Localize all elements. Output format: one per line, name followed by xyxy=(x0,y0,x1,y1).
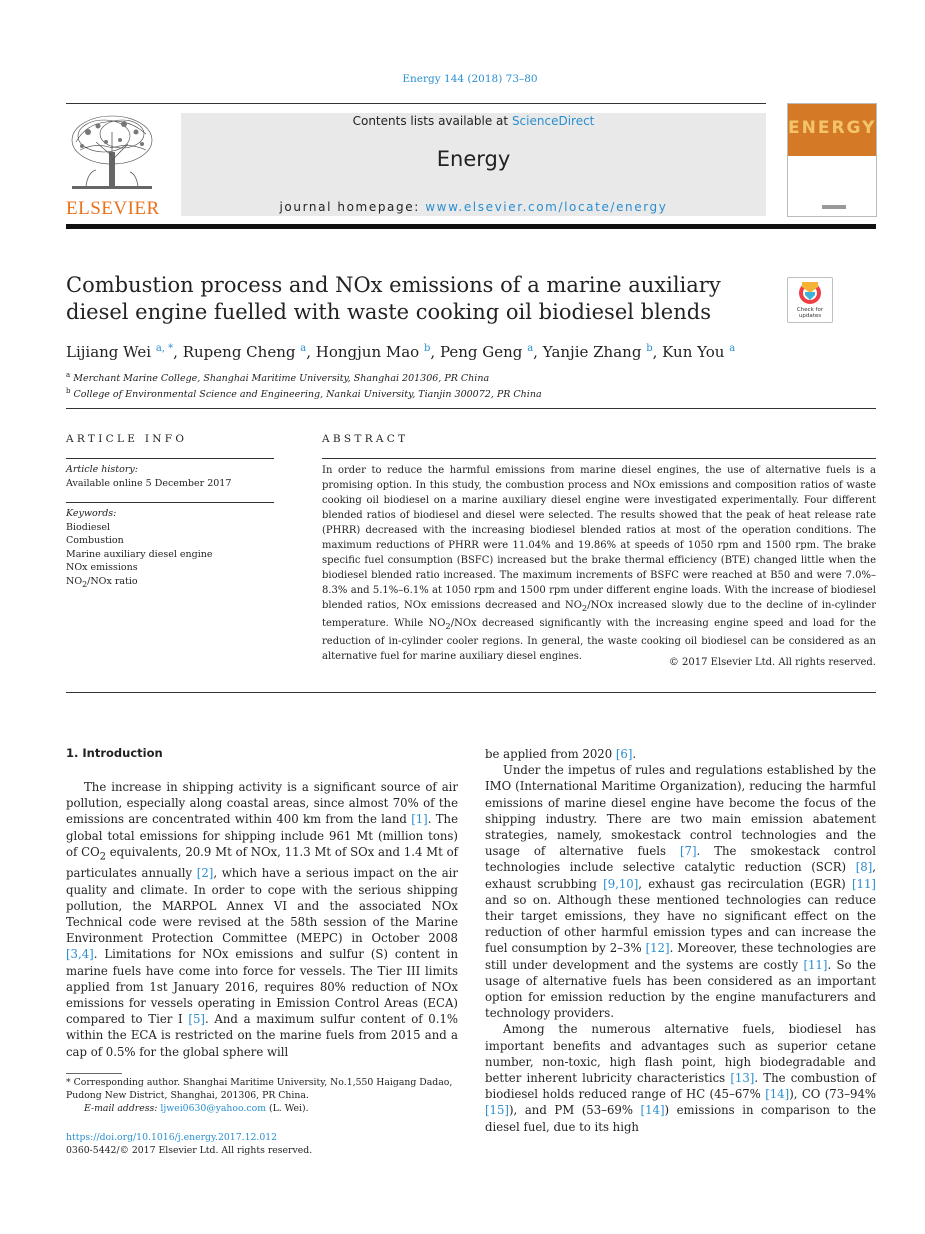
journal-masthead xyxy=(181,113,766,216)
keyword-subscript: 2 xyxy=(82,579,88,589)
elsevier-tree-icon xyxy=(66,112,158,194)
keyword: Combustion xyxy=(66,535,124,546)
abstract-part: In order to reduce the harmful emissions from marine diesel engines, the use of alternative fuels is a promising option. In this study, the combustion process and NOx emissions and composition ratios of waste cooking oil biodiesel on a marine auxiliary diesel engine were investigated experimentally. Four different blended ratios of biodiesel and diesel were selected. The results showed that the peak of heat release rate (PHRR) decreased with the increasing biodiesel blended ratios at most of the operation conditions. The maximum reductions of PHRR were 11.04% and 19.86% at speeds of 1050 rpm and 1500 rpm. The brake specific fuel consumption (BSFC) increased but the brake thermal efficiency (BTE) changed little when the biodiesel blended ratio increased. The maximum increments of BSFC were reached at B50 and were 7.0%–8.3% and 5.1%–6.1% at 1050 rpm and 1500 rpm under different engine loads. With the increase of biodiesel blended ratios, NOx emissions decreased and NO xyxy=(322,465,876,611)
abstract-subscript: 2 xyxy=(445,621,451,631)
body-text: . So the usage of alternative fuels has been considered as an important option for emission reduction by the engine manufacturers and technology providers. xyxy=(485,957,876,1021)
keyword-part: /NOx ratio xyxy=(87,575,138,587)
author-name[interactable]: Yanjie Zhang xyxy=(542,343,642,361)
journal-name: Energy xyxy=(436,147,511,171)
body-text: ) emissions in comparison to the diesel fuel, due to its high xyxy=(485,1103,876,1134)
crossmark-icon xyxy=(788,278,832,308)
paragraph xyxy=(485,762,876,1021)
author-affiliation-mark[interactable]: a xyxy=(729,343,736,354)
reference-link[interactable]: [11] xyxy=(852,876,876,891)
reference-link[interactable]: [3,4] xyxy=(66,947,94,962)
reference-link[interactable]: [11] xyxy=(803,957,828,972)
author-affiliation-mark[interactable]: a xyxy=(300,343,307,354)
crossmark-label: Check for updates xyxy=(796,307,824,319)
author-separator: , xyxy=(173,343,183,361)
reference-link[interactable]: [9,10] xyxy=(603,876,639,891)
history-label: Article history: xyxy=(66,464,138,475)
body-text: ), CO (73–94% xyxy=(789,1087,876,1102)
body-text: . And a maximum sulfur content of 0.1% within the ECA is restricted on the marine fuels from 2015 and a cap of 0.5% for the global sphere will xyxy=(66,1012,458,1059)
author-separator: , xyxy=(430,343,440,361)
email-label: E-mail address: xyxy=(84,1103,161,1114)
reference-link[interactable]: [7] xyxy=(679,844,697,859)
body-text: . The combustion of biodiesel holds reduced range of HC (45–67% xyxy=(485,1071,876,1102)
affiliation xyxy=(66,369,786,385)
body-text: , exhaust gas recirculation (EGR) xyxy=(638,876,852,891)
footnote xyxy=(66,1076,458,1115)
doi-link[interactable]: https://doi.org/10.1016/j.energy.2017.12.012 xyxy=(66,1132,278,1143)
email-link[interactable]: ljwei0630@yahoo.com xyxy=(160,1103,267,1114)
article-info-heading: ARTICLE INFO xyxy=(66,433,188,445)
history-value: Available online 5 December 2017 xyxy=(66,477,232,489)
body-subscript: 2 xyxy=(99,851,106,863)
affiliation-key: a xyxy=(66,371,71,379)
author-separator: , xyxy=(652,343,663,361)
article-title: Combustion process and NOx emissions of a marine auxiliary diesel engine fuelled with waste cooking oil biodiesel blends xyxy=(66,273,721,324)
corresponding-author-note: * Corresponding author. Shanghai Maritime University, No.1,550 Haigang Dadao, Pudong New District, Shanghai, 201306, PR China. xyxy=(66,1077,453,1101)
email-suffix: (L. Wei). xyxy=(266,1103,309,1114)
author-affiliation-mark[interactable]: a xyxy=(527,343,534,354)
abstract-part: /NOx decreased significantly with the increasing engine speed and load for the reduction of in-cylinder cooler regions. In general, the waste cooking oil biodiesel can be considered as an alternative fuel for marine auxiliary diesel engines. xyxy=(322,618,877,662)
issn-line: 0360-5442/© 2017 Elsevier Ltd. All rights reserved. xyxy=(66,1145,313,1156)
homepage-link[interactable]: www.elsevier.com/locate/energy xyxy=(425,200,668,214)
homepage-prefix: journal homepage: xyxy=(279,200,426,214)
affiliation-key: b xyxy=(66,387,71,396)
reference-link[interactable]: [14] xyxy=(640,1103,665,1118)
body-column-right xyxy=(485,746,876,1135)
body-text: ), and PM (53–69% xyxy=(509,1103,641,1118)
publisher-wordmark: ELSEVIER xyxy=(66,198,160,219)
front-matter-rule xyxy=(66,692,876,693)
reference-link[interactable]: [2] xyxy=(196,866,214,881)
author-name[interactable]: Hongjun Mao xyxy=(315,343,420,361)
email-line xyxy=(66,1102,458,1115)
abstract-part: /NOx increased slowly due to the decline of in-cylinder temperature. While NO xyxy=(322,600,876,629)
author-affiliation-mark[interactable]: a, * xyxy=(155,343,174,354)
author-name[interactable]: Kun You xyxy=(662,343,725,361)
author-name[interactable]: Peng Geng xyxy=(439,343,523,361)
abstract-heading: ABSTRACT xyxy=(322,433,409,445)
paragraph xyxy=(485,1021,876,1134)
header-thick-rule xyxy=(66,224,876,229)
author xyxy=(183,343,316,361)
reference-link[interactable]: [14] xyxy=(765,1087,790,1102)
contents-line xyxy=(181,113,766,129)
author-separator: , xyxy=(533,343,543,361)
section-heading: 1. Introduction xyxy=(66,746,163,760)
body-text: The increase in shipping activity is a significant source of air pollution, especially along coastal areas, since almost 70% of the emissions are concentrated within 400 km from the land xyxy=(66,780,458,827)
reference-link[interactable]: [5] xyxy=(188,1012,205,1027)
article-info-rule xyxy=(66,458,274,459)
title-rule xyxy=(66,408,876,409)
article-history xyxy=(66,463,274,490)
keyword xyxy=(66,575,274,591)
body-text: equivalents, 20.9 Mt of NOx, 11.3 Mt of SOx and 1.4 Mt of particulates annually xyxy=(66,844,458,881)
author xyxy=(66,343,183,361)
body-text: . The global total emissions for shipping include 961 Mt (million tons) of CO xyxy=(66,812,458,859)
cover-footer-graphic xyxy=(788,202,876,212)
abstract-copyright: © 2017 Elsevier Ltd. All rights reserved. xyxy=(668,657,876,668)
abstract-text xyxy=(322,463,876,664)
cover-title: ENERGY xyxy=(788,118,877,138)
author-affiliation-mark[interactable]: b xyxy=(646,343,653,354)
reference-link[interactable]: [12] xyxy=(645,941,670,956)
body-column-left xyxy=(66,779,458,1060)
author-separator: , xyxy=(306,343,316,361)
abstract-rule xyxy=(322,458,876,459)
homepage-line xyxy=(181,200,766,214)
body-text: Among the numerous alternative fuels, biodiesel has important benefits and advantages such as superior cetane number, non-toxic, high flash point, high biodegradable and better inherent lubricity characteristics xyxy=(485,1022,876,1086)
author xyxy=(440,343,543,361)
author-list xyxy=(66,338,866,363)
keyword-part: NO xyxy=(66,575,83,587)
body-text: . The smokestack control technologies include selective catalytic reduction (SCR) xyxy=(485,844,876,875)
author xyxy=(316,343,440,361)
affiliations xyxy=(66,369,786,401)
journal-citation-link[interactable]: Energy 144 (2018) 73–80 xyxy=(402,73,538,85)
crossmark-button[interactable] xyxy=(787,277,833,323)
footnote-rule xyxy=(66,1073,122,1074)
affiliation xyxy=(66,385,786,401)
abstract-subscript: 2 xyxy=(581,603,588,613)
affiliation-text: Merchant Marine College, Shanghai Maritime University, Shanghai 201306, PR China xyxy=(73,373,490,385)
body-text: Under the impetus of rules and regulations established by the IMO (International Maritime Organization), reducing the harmful emissions of marine diesel engine have become the focus of the shipping industry. There are two main emission abatement strategies, namely, smokestack control technologies and the usage of alternative fuels xyxy=(485,763,876,859)
reference-link[interactable]: [13] xyxy=(730,1071,755,1086)
body-text: , which have a serious impact on the air quality and climate. In order to cope with the serious shipping pollution, the MARPOL Annex VI and the associated NOx Technical code were revised at the 58th session of the Marine Environment Protection Committee (MEPC) in October 2008 xyxy=(66,866,459,946)
keyword: NOx emissions xyxy=(66,562,138,573)
paragraph xyxy=(485,746,876,762)
reference-link[interactable]: [15] xyxy=(485,1103,509,1118)
author-name[interactable]: Rupeng Cheng xyxy=(182,343,296,361)
contents-prefix: Contents lists available at xyxy=(352,114,512,128)
author xyxy=(543,343,662,361)
header-rule xyxy=(66,103,766,104)
journal-cover-image[interactable] xyxy=(787,103,877,217)
body-text: . Limitations for NOx emissions and sulfur (S) content in marine fuels have come into force for vessels. The Tier III limits applied from 1st January 2016, requires 80% reduction of NOx emissions for vessels operating in Emission Control Areas (ECA) compared to Tier I xyxy=(66,947,458,1027)
keyword: Marine auxiliary diesel engine xyxy=(66,548,213,560)
reference-link[interactable]: [6] xyxy=(615,747,633,761)
author-affiliation-mark[interactable]: b xyxy=(424,343,431,354)
author-name[interactable]: Lijiang Wei xyxy=(66,343,152,361)
body-text: . xyxy=(632,747,637,761)
keywords-label: Keywords: xyxy=(66,508,117,519)
publisher-logo xyxy=(66,112,160,217)
author xyxy=(662,343,735,361)
body-text: and so on. Although these mentioned technologies can reduce their target emissions, they have no significant effect on the reduction of other harmful emission types and can increase the fuel consumption by 2–3% xyxy=(485,892,876,956)
body-text: , exhaust scrubbing xyxy=(485,860,876,891)
keywords-rule xyxy=(66,502,274,503)
body-text: be applied from 2020 xyxy=(485,747,616,761)
doi-block xyxy=(66,1131,458,1157)
affiliation-text: College of Environmental Science and Engineering, Nankai University, Tianjin 300072, PR China xyxy=(73,389,542,401)
paragraph xyxy=(66,779,458,1060)
sciencedirect-link[interactable]: ScienceDirect xyxy=(511,114,595,128)
reference-link[interactable]: [1] xyxy=(411,812,428,827)
keywords-list xyxy=(66,507,274,591)
keyword: Biodiesel xyxy=(66,521,111,533)
reference-link[interactable]: [8] xyxy=(855,860,873,875)
body-text: . Moreover, these technologies are still under development and the systems are costly xyxy=(485,941,876,972)
